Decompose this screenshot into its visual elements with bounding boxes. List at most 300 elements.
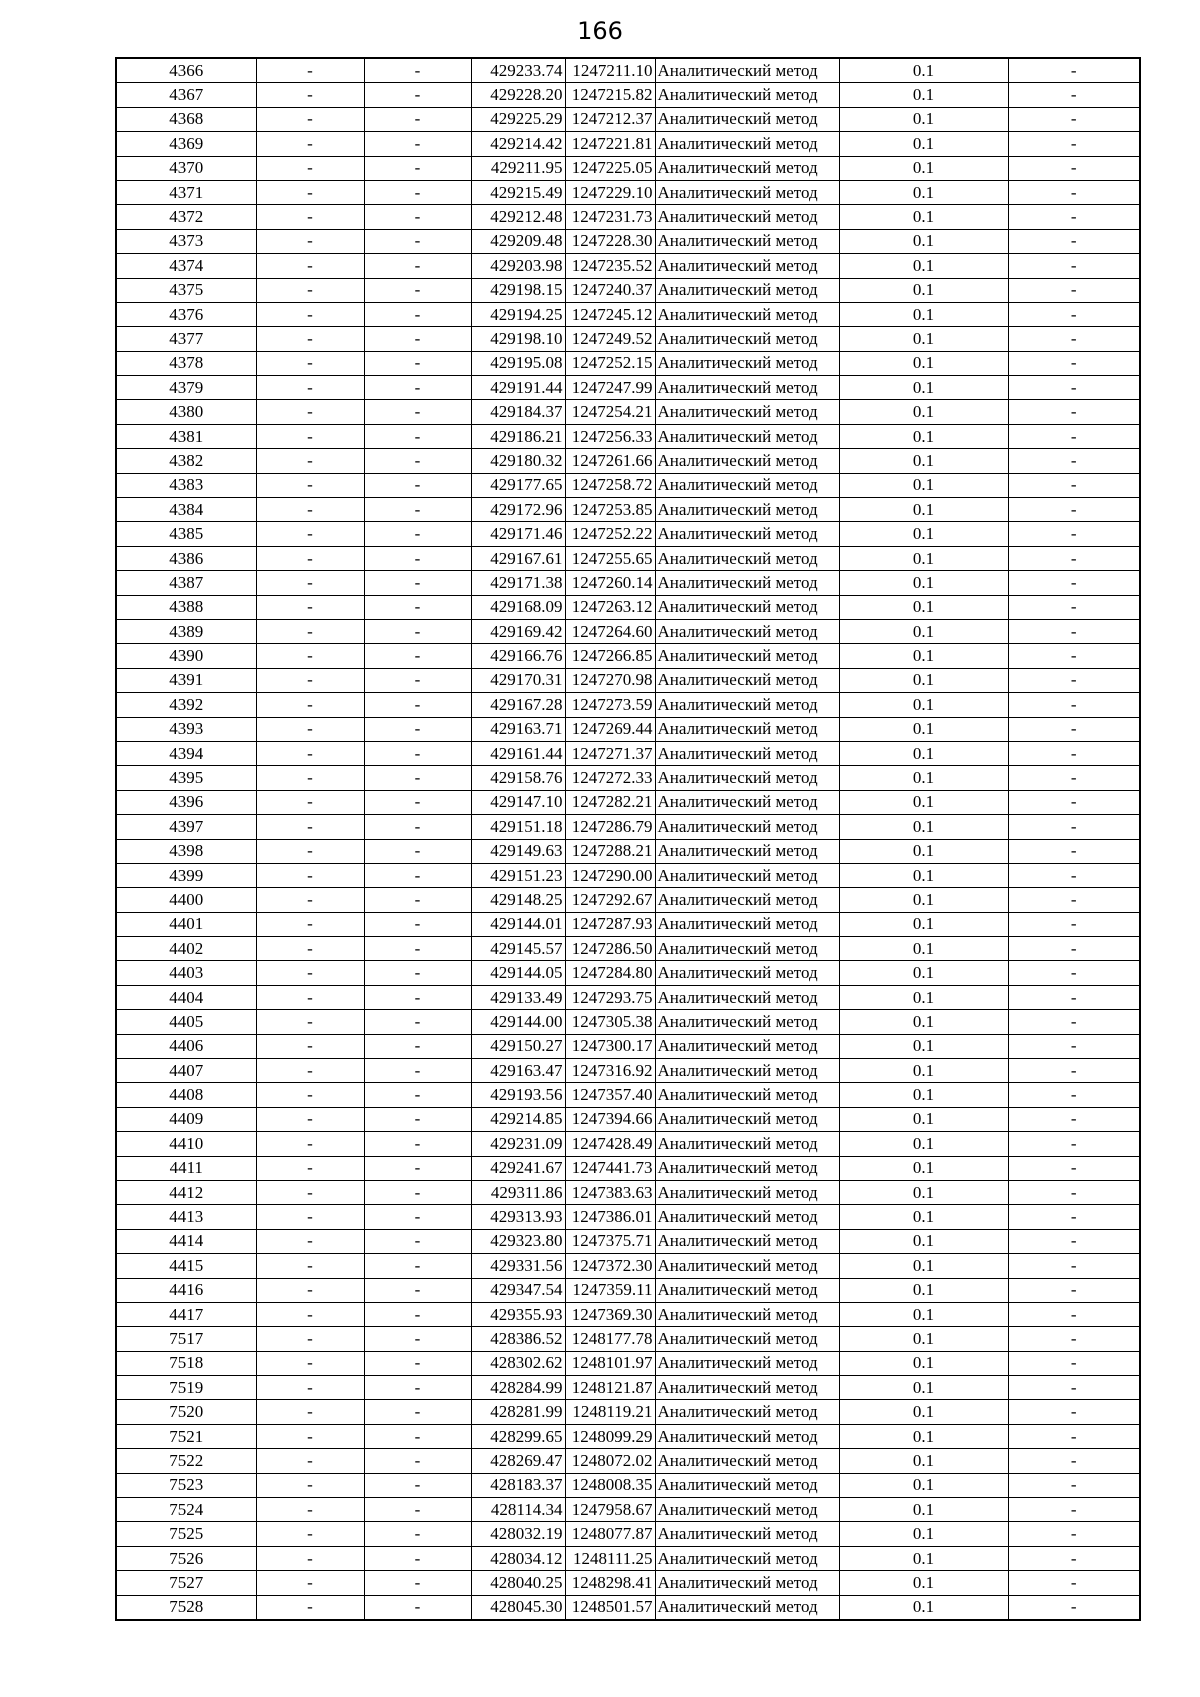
dash-cell: - bbox=[1008, 1327, 1140, 1351]
dash-cell: - bbox=[1008, 1571, 1140, 1595]
dash-cell: - bbox=[1008, 741, 1140, 765]
method-cell: Аналитический метод bbox=[655, 1229, 839, 1253]
table-row bbox=[116, 717, 1140, 741]
accuracy-cell: 0.1 bbox=[839, 1376, 1008, 1400]
table-row bbox=[116, 132, 1140, 156]
dash-cell: - bbox=[1008, 498, 1140, 522]
dash-cell: - bbox=[364, 839, 471, 863]
method-cell: Аналитический метод bbox=[655, 912, 839, 936]
x-coordinate-cell: 429198.15 bbox=[471, 278, 565, 302]
point-number-cell: 4385 bbox=[116, 522, 256, 546]
accuracy-cell: 0.1 bbox=[839, 180, 1008, 204]
table-row bbox=[116, 1107, 1140, 1131]
dash-cell: - bbox=[364, 302, 471, 326]
dash-cell: - bbox=[364, 1156, 471, 1180]
table-row bbox=[116, 1376, 1140, 1400]
y-coordinate-cell: 1247256.33 bbox=[565, 424, 655, 448]
y-coordinate-cell: 1247958.67 bbox=[565, 1498, 655, 1522]
dash-cell: - bbox=[364, 400, 471, 424]
dash-cell: - bbox=[256, 839, 364, 863]
y-coordinate-cell: 1248072.02 bbox=[565, 1449, 655, 1473]
page-number: 166 bbox=[577, 17, 623, 45]
table-row bbox=[116, 595, 1140, 619]
point-number-cell: 4399 bbox=[116, 863, 256, 887]
dash-cell: - bbox=[256, 985, 364, 1009]
dash-cell: - bbox=[256, 205, 364, 229]
dash-cell: - bbox=[364, 1376, 471, 1400]
dash-cell: - bbox=[1008, 205, 1140, 229]
accuracy-cell: 0.1 bbox=[839, 424, 1008, 448]
x-coordinate-cell: 429149.63 bbox=[471, 839, 565, 863]
x-coordinate-cell: 429147.10 bbox=[471, 790, 565, 814]
method-cell: Аналитический метод bbox=[655, 644, 839, 668]
dash-cell: - bbox=[256, 1205, 364, 1229]
point-number-cell: 4372 bbox=[116, 205, 256, 229]
y-coordinate-cell: 1247229.10 bbox=[565, 180, 655, 204]
dash-cell: - bbox=[256, 1083, 364, 1107]
dash-cell: - bbox=[256, 888, 364, 912]
table-row bbox=[116, 815, 1140, 839]
accuracy-cell: 0.1 bbox=[839, 741, 1008, 765]
dash-cell: - bbox=[256, 1595, 364, 1620]
x-coordinate-cell: 429171.38 bbox=[471, 571, 565, 595]
x-coordinate-cell: 429133.49 bbox=[471, 985, 565, 1009]
dash-cell: - bbox=[364, 1400, 471, 1424]
point-number-cell: 4377 bbox=[116, 327, 256, 351]
method-cell: Аналитический метод bbox=[655, 1180, 839, 1204]
table-row bbox=[116, 693, 1140, 717]
dash-cell: - bbox=[256, 449, 364, 473]
point-number-cell: 4366 bbox=[116, 58, 256, 83]
dash-cell: - bbox=[256, 473, 364, 497]
x-coordinate-cell: 429241.67 bbox=[471, 1156, 565, 1180]
point-number-cell: 4395 bbox=[116, 766, 256, 790]
method-cell: Аналитический метод bbox=[655, 766, 839, 790]
point-number-cell: 4392 bbox=[116, 693, 256, 717]
x-coordinate-cell: 429313.93 bbox=[471, 1205, 565, 1229]
table-row bbox=[116, 376, 1140, 400]
y-coordinate-cell: 1247260.14 bbox=[565, 571, 655, 595]
point-number-cell: 4370 bbox=[116, 156, 256, 180]
x-coordinate-cell: 429177.65 bbox=[471, 473, 565, 497]
dash-cell: - bbox=[256, 1034, 364, 1058]
point-number-cell: 7527 bbox=[116, 1571, 256, 1595]
dash-cell: - bbox=[256, 302, 364, 326]
table-row bbox=[116, 937, 1140, 961]
point-number-cell: 4387 bbox=[116, 571, 256, 595]
accuracy-cell: 0.1 bbox=[839, 961, 1008, 985]
table-row bbox=[116, 863, 1140, 887]
x-coordinate-cell: 429144.00 bbox=[471, 1010, 565, 1034]
dash-cell: - bbox=[364, 1107, 471, 1131]
y-coordinate-cell: 1247269.44 bbox=[565, 717, 655, 741]
table-row bbox=[116, 1302, 1140, 1326]
dash-cell: - bbox=[1008, 863, 1140, 887]
accuracy-cell: 0.1 bbox=[839, 1522, 1008, 1546]
point-number-cell: 4380 bbox=[116, 400, 256, 424]
accuracy-cell: 0.1 bbox=[839, 473, 1008, 497]
method-cell: Аналитический метод bbox=[655, 522, 839, 546]
y-coordinate-cell: 1248177.78 bbox=[565, 1327, 655, 1351]
dash-cell: - bbox=[256, 498, 364, 522]
y-coordinate-cell: 1247305.38 bbox=[565, 1010, 655, 1034]
dash-cell: - bbox=[1008, 58, 1140, 83]
x-coordinate-cell: 429355.93 bbox=[471, 1302, 565, 1326]
y-coordinate-cell: 1247300.17 bbox=[565, 1034, 655, 1058]
dash-cell: - bbox=[1008, 1107, 1140, 1131]
point-number-cell: 4367 bbox=[116, 83, 256, 107]
dash-cell: - bbox=[1008, 619, 1140, 643]
table-row bbox=[116, 1351, 1140, 1375]
accuracy-cell: 0.1 bbox=[839, 595, 1008, 619]
method-cell: Аналитический метод bbox=[655, 790, 839, 814]
point-number-cell: 4384 bbox=[116, 498, 256, 522]
dash-cell: - bbox=[1008, 1132, 1140, 1156]
dash-cell: - bbox=[256, 1302, 364, 1326]
y-coordinate-cell: 1247228.30 bbox=[565, 229, 655, 253]
point-number-cell: 4369 bbox=[116, 132, 256, 156]
accuracy-cell: 0.1 bbox=[839, 1327, 1008, 1351]
accuracy-cell: 0.1 bbox=[839, 254, 1008, 278]
table-row bbox=[116, 741, 1140, 765]
dash-cell: - bbox=[1008, 839, 1140, 863]
point-number-cell: 4375 bbox=[116, 278, 256, 302]
x-coordinate-cell: 429214.85 bbox=[471, 1107, 565, 1131]
point-number-cell: 4386 bbox=[116, 546, 256, 570]
x-coordinate-cell: 429323.80 bbox=[471, 1229, 565, 1253]
accuracy-cell: 0.1 bbox=[839, 644, 1008, 668]
accuracy-cell: 0.1 bbox=[839, 376, 1008, 400]
dash-cell: - bbox=[256, 278, 364, 302]
accuracy-cell: 0.1 bbox=[839, 1229, 1008, 1253]
table-row bbox=[116, 1083, 1140, 1107]
dash-cell: - bbox=[364, 424, 471, 448]
x-coordinate-cell: 429166.76 bbox=[471, 644, 565, 668]
dash-cell: - bbox=[364, 1254, 471, 1278]
dash-cell: - bbox=[364, 1473, 471, 1497]
method-cell: Аналитический метод bbox=[655, 815, 839, 839]
method-cell: Аналитический метод bbox=[655, 1473, 839, 1497]
dash-cell: - bbox=[1008, 571, 1140, 595]
table-row bbox=[116, 107, 1140, 131]
table-row bbox=[116, 449, 1140, 473]
y-coordinate-cell: 1247240.37 bbox=[565, 278, 655, 302]
table-row bbox=[116, 1254, 1140, 1278]
point-number-cell: 4382 bbox=[116, 449, 256, 473]
accuracy-cell: 0.1 bbox=[839, 351, 1008, 375]
y-coordinate-cell: 1247286.79 bbox=[565, 815, 655, 839]
method-cell: Аналитический метод bbox=[655, 1327, 839, 1351]
x-coordinate-cell: 429163.71 bbox=[471, 717, 565, 741]
accuracy-cell: 0.1 bbox=[839, 790, 1008, 814]
dash-cell: - bbox=[364, 1034, 471, 1058]
x-coordinate-cell: 429171.46 bbox=[471, 522, 565, 546]
point-number-cell: 4415 bbox=[116, 1254, 256, 1278]
point-number-cell: 7522 bbox=[116, 1449, 256, 1473]
x-coordinate-cell: 428386.52 bbox=[471, 1327, 565, 1351]
method-cell: Аналитический метод bbox=[655, 546, 839, 570]
accuracy-cell: 0.1 bbox=[839, 1498, 1008, 1522]
x-coordinate-cell: 428281.99 bbox=[471, 1400, 565, 1424]
y-coordinate-cell: 1247261.66 bbox=[565, 449, 655, 473]
x-coordinate-cell: 429170.31 bbox=[471, 668, 565, 692]
dash-cell: - bbox=[256, 1132, 364, 1156]
dash-cell: - bbox=[1008, 278, 1140, 302]
y-coordinate-cell: 1247284.80 bbox=[565, 961, 655, 985]
method-cell: Аналитический метод bbox=[655, 1449, 839, 1473]
dash-cell: - bbox=[364, 863, 471, 887]
point-number-cell: 4404 bbox=[116, 985, 256, 1009]
dash-cell: - bbox=[1008, 888, 1140, 912]
dash-cell: - bbox=[256, 595, 364, 619]
y-coordinate-cell: 1247428.49 bbox=[565, 1132, 655, 1156]
dash-cell: - bbox=[1008, 815, 1140, 839]
x-coordinate-cell: 428034.12 bbox=[471, 1546, 565, 1570]
method-cell: Аналитический метод bbox=[655, 229, 839, 253]
dash-cell: - bbox=[1008, 961, 1140, 985]
y-coordinate-cell: 1247263.12 bbox=[565, 595, 655, 619]
y-coordinate-cell: 1247273.59 bbox=[565, 693, 655, 717]
dash-cell: - bbox=[364, 83, 471, 107]
accuracy-cell: 0.1 bbox=[839, 985, 1008, 1009]
dash-cell: - bbox=[256, 424, 364, 448]
method-cell: Аналитический метод bbox=[655, 741, 839, 765]
accuracy-cell: 0.1 bbox=[839, 498, 1008, 522]
dash-cell: - bbox=[364, 1571, 471, 1595]
table-row bbox=[116, 985, 1140, 1009]
table-row bbox=[116, 1010, 1140, 1034]
table-row bbox=[116, 327, 1140, 351]
accuracy-cell: 0.1 bbox=[839, 1424, 1008, 1448]
dash-cell: - bbox=[1008, 1522, 1140, 1546]
y-coordinate-cell: 1247271.37 bbox=[565, 741, 655, 765]
method-cell: Аналитический метод bbox=[655, 961, 839, 985]
method-cell: Аналитический метод bbox=[655, 83, 839, 107]
point-number-cell: 4410 bbox=[116, 1132, 256, 1156]
method-cell: Аналитический метод bbox=[655, 888, 839, 912]
method-cell: Аналитический метод bbox=[655, 1107, 839, 1131]
dash-cell: - bbox=[1008, 1302, 1140, 1326]
point-number-cell: 4409 bbox=[116, 1107, 256, 1131]
point-number-cell: 4393 bbox=[116, 717, 256, 741]
x-coordinate-cell: 429172.96 bbox=[471, 498, 565, 522]
accuracy-cell: 0.1 bbox=[839, 1473, 1008, 1497]
x-coordinate-cell: 429194.25 bbox=[471, 302, 565, 326]
point-number-cell: 4396 bbox=[116, 790, 256, 814]
accuracy-cell: 0.1 bbox=[839, 839, 1008, 863]
method-cell: Аналитический метод bbox=[655, 400, 839, 424]
dash-cell: - bbox=[1008, 254, 1140, 278]
accuracy-cell: 0.1 bbox=[839, 1205, 1008, 1229]
dash-cell: - bbox=[1008, 1156, 1140, 1180]
y-coordinate-cell: 1247272.33 bbox=[565, 766, 655, 790]
table-row bbox=[116, 1132, 1140, 1156]
method-cell: Аналитический метод bbox=[655, 498, 839, 522]
accuracy-cell: 0.1 bbox=[839, 107, 1008, 131]
dash-cell: - bbox=[364, 1010, 471, 1034]
accuracy-cell: 0.1 bbox=[839, 1010, 1008, 1034]
point-number-cell: 4378 bbox=[116, 351, 256, 375]
dash-cell: - bbox=[364, 595, 471, 619]
accuracy-cell: 0.1 bbox=[839, 863, 1008, 887]
y-coordinate-cell: 1247211.10 bbox=[565, 58, 655, 83]
dash-cell: - bbox=[1008, 132, 1140, 156]
y-coordinate-cell: 1247357.40 bbox=[565, 1083, 655, 1107]
accuracy-cell: 0.1 bbox=[839, 1254, 1008, 1278]
method-cell: Аналитический метод bbox=[655, 1424, 839, 1448]
point-number-cell: 4388 bbox=[116, 595, 256, 619]
dash-cell: - bbox=[364, 985, 471, 1009]
dash-cell: - bbox=[256, 741, 364, 765]
dash-cell: - bbox=[256, 912, 364, 936]
accuracy-cell: 0.1 bbox=[839, 815, 1008, 839]
dash-cell: - bbox=[364, 571, 471, 595]
y-coordinate-cell: 1247375.71 bbox=[565, 1229, 655, 1253]
x-coordinate-cell: 429148.25 bbox=[471, 888, 565, 912]
accuracy-cell: 0.1 bbox=[839, 668, 1008, 692]
dash-cell: - bbox=[256, 1400, 364, 1424]
method-cell: Аналитический метод bbox=[655, 1156, 839, 1180]
dash-cell: - bbox=[1008, 1254, 1140, 1278]
table-row bbox=[116, 790, 1140, 814]
dash-cell: - bbox=[256, 1424, 364, 1448]
x-coordinate-cell: 429228.20 bbox=[471, 83, 565, 107]
x-coordinate-cell: 429161.44 bbox=[471, 741, 565, 765]
dash-cell: - bbox=[364, 815, 471, 839]
x-coordinate-cell: 429167.61 bbox=[471, 546, 565, 570]
method-cell: Аналитический метод bbox=[655, 327, 839, 351]
y-coordinate-cell: 1247316.92 bbox=[565, 1059, 655, 1083]
dash-cell: - bbox=[256, 1107, 364, 1131]
dash-cell: - bbox=[364, 1229, 471, 1253]
table-row bbox=[116, 400, 1140, 424]
y-coordinate-cell: 1247383.63 bbox=[565, 1180, 655, 1204]
dash-cell: - bbox=[364, 668, 471, 692]
method-cell: Аналитический метод bbox=[655, 717, 839, 741]
y-coordinate-cell: 1247287.93 bbox=[565, 912, 655, 936]
dash-cell: - bbox=[256, 1156, 364, 1180]
x-coordinate-cell: 429209.48 bbox=[471, 229, 565, 253]
table-row bbox=[116, 1059, 1140, 1083]
accuracy-cell: 0.1 bbox=[839, 1571, 1008, 1595]
x-coordinate-cell: 428299.65 bbox=[471, 1424, 565, 1448]
dash-cell: - bbox=[364, 1205, 471, 1229]
dash-cell: - bbox=[256, 1229, 364, 1253]
dash-cell: - bbox=[256, 229, 364, 253]
dash-cell: - bbox=[1008, 912, 1140, 936]
method-cell: Аналитический метод bbox=[655, 58, 839, 83]
x-coordinate-cell: 429233.74 bbox=[471, 58, 565, 83]
x-coordinate-cell: 429145.57 bbox=[471, 937, 565, 961]
dash-cell: - bbox=[256, 717, 364, 741]
table-row bbox=[116, 83, 1140, 107]
table-row bbox=[116, 1229, 1140, 1253]
accuracy-cell: 0.1 bbox=[839, 1595, 1008, 1620]
table-row bbox=[116, 1327, 1140, 1351]
y-coordinate-cell: 1247394.66 bbox=[565, 1107, 655, 1131]
method-cell: Аналитический метод bbox=[655, 302, 839, 326]
dash-cell: - bbox=[364, 1302, 471, 1326]
accuracy-cell: 0.1 bbox=[839, 937, 1008, 961]
dash-cell: - bbox=[256, 863, 364, 887]
accuracy-cell: 0.1 bbox=[839, 693, 1008, 717]
table-row bbox=[116, 302, 1140, 326]
x-coordinate-cell: 429195.08 bbox=[471, 351, 565, 375]
dash-cell: - bbox=[364, 961, 471, 985]
point-number-cell: 7525 bbox=[116, 1522, 256, 1546]
dash-cell: - bbox=[1008, 376, 1140, 400]
method-cell: Аналитический метод bbox=[655, 1034, 839, 1058]
dash-cell: - bbox=[364, 58, 471, 83]
x-coordinate-cell: 429151.18 bbox=[471, 815, 565, 839]
x-coordinate-cell: 428114.34 bbox=[471, 1498, 565, 1522]
x-coordinate-cell: 429168.09 bbox=[471, 595, 565, 619]
dash-cell: - bbox=[1008, 1546, 1140, 1570]
method-cell: Аналитический метод bbox=[655, 1498, 839, 1522]
point-number-cell: 4406 bbox=[116, 1034, 256, 1058]
point-number-cell: 7520 bbox=[116, 1400, 256, 1424]
dash-cell: - bbox=[256, 1571, 364, 1595]
dash-cell: - bbox=[364, 766, 471, 790]
dash-cell: - bbox=[1008, 107, 1140, 131]
method-cell: Аналитический метод bbox=[655, 1546, 839, 1570]
table-row bbox=[116, 1498, 1140, 1522]
point-number-cell: 4417 bbox=[116, 1302, 256, 1326]
dash-cell: - bbox=[256, 815, 364, 839]
table-row bbox=[116, 278, 1140, 302]
dash-cell: - bbox=[1008, 1595, 1140, 1620]
table-row bbox=[116, 58, 1140, 83]
dash-cell: - bbox=[364, 912, 471, 936]
x-coordinate-cell: 429158.76 bbox=[471, 766, 565, 790]
x-coordinate-cell: 429193.56 bbox=[471, 1083, 565, 1107]
dash-cell: - bbox=[364, 790, 471, 814]
table-row bbox=[116, 766, 1140, 790]
y-coordinate-cell: 1248121.87 bbox=[565, 1376, 655, 1400]
x-coordinate-cell: 428040.25 bbox=[471, 1571, 565, 1595]
dash-cell: - bbox=[364, 1132, 471, 1156]
accuracy-cell: 0.1 bbox=[839, 619, 1008, 643]
table-row bbox=[116, 546, 1140, 570]
y-coordinate-cell: 1247254.21 bbox=[565, 400, 655, 424]
method-cell: Аналитический метод bbox=[655, 351, 839, 375]
y-coordinate-cell: 1247212.37 bbox=[565, 107, 655, 131]
method-cell: Аналитический метод bbox=[655, 449, 839, 473]
table-row bbox=[116, 156, 1140, 180]
dash-cell: - bbox=[1008, 83, 1140, 107]
dash-cell: - bbox=[256, 790, 364, 814]
dash-cell: - bbox=[256, 1327, 364, 1351]
y-coordinate-cell: 1247225.05 bbox=[565, 156, 655, 180]
dash-cell: - bbox=[1008, 1010, 1140, 1034]
dash-cell: - bbox=[1008, 327, 1140, 351]
accuracy-cell: 0.1 bbox=[839, 205, 1008, 229]
y-coordinate-cell: 1247293.75 bbox=[565, 985, 655, 1009]
dash-cell: - bbox=[256, 254, 364, 278]
table-row bbox=[116, 1400, 1140, 1424]
point-number-cell: 4402 bbox=[116, 937, 256, 961]
method-cell: Аналитический метод bbox=[655, 1010, 839, 1034]
dash-cell: - bbox=[364, 1278, 471, 1302]
table-row bbox=[116, 205, 1140, 229]
table-row bbox=[116, 1449, 1140, 1473]
y-coordinate-cell: 1247282.21 bbox=[565, 790, 655, 814]
accuracy-cell: 0.1 bbox=[839, 1156, 1008, 1180]
method-cell: Аналитический метод bbox=[655, 595, 839, 619]
y-coordinate-cell: 1247235.52 bbox=[565, 254, 655, 278]
dash-cell: - bbox=[364, 1498, 471, 1522]
dash-cell: - bbox=[256, 1449, 364, 1473]
